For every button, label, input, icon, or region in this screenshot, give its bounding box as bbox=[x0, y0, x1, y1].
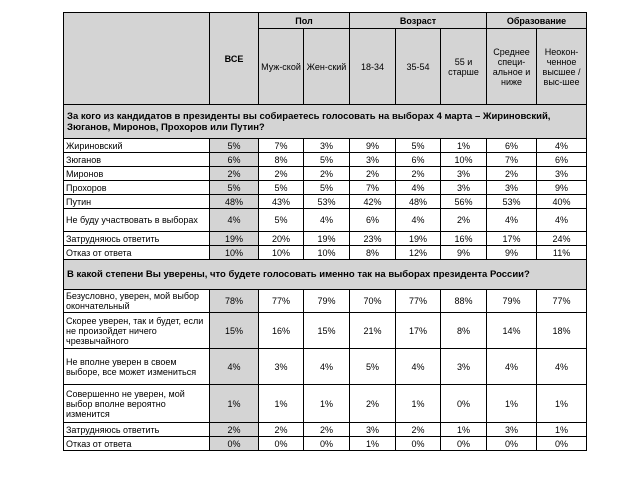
value-cell: 77% bbox=[537, 290, 587, 313]
value-cell: 1% bbox=[304, 385, 350, 423]
value-cell: 14% bbox=[487, 313, 537, 349]
table-row bbox=[64, 139, 587, 153]
value-cell: 4% bbox=[304, 209, 350, 232]
value-cell: 43% bbox=[259, 195, 304, 209]
col-edu-higher-header: Неокон-ченное высшее / выс-шее bbox=[537, 29, 587, 105]
row-label: Отказ от ответа bbox=[64, 246, 210, 260]
value-cell: 7% bbox=[487, 153, 537, 167]
row-label: Жириновский bbox=[64, 139, 210, 153]
row-label: Путин bbox=[64, 195, 210, 209]
value-cell: 1% bbox=[259, 385, 304, 423]
value-cell: 16% bbox=[441, 232, 487, 246]
group-education-header: Образование bbox=[487, 13, 587, 29]
row-label: Скорее уверен, так и будет, если не произойдет ничего чрезвычайного bbox=[64, 313, 210, 349]
value-cell: 6% bbox=[537, 153, 587, 167]
value-cell: 20% bbox=[259, 232, 304, 246]
value-cell: 5% bbox=[304, 181, 350, 195]
total-cell: 6% bbox=[210, 153, 259, 167]
survey-table-container bbox=[63, 12, 586, 451]
value-cell: 2% bbox=[350, 385, 396, 423]
value-cell: 4% bbox=[537, 209, 587, 232]
value-cell: 2% bbox=[304, 423, 350, 437]
value-cell: 17% bbox=[487, 232, 537, 246]
value-cell: 1% bbox=[350, 437, 396, 451]
header-group-row bbox=[64, 13, 587, 29]
value-cell: 79% bbox=[304, 290, 350, 313]
table-row bbox=[64, 232, 587, 246]
table-row bbox=[64, 167, 587, 181]
row-label: Совершенно не уверен, мой выбор вполне вероятно изменится bbox=[64, 385, 210, 423]
value-cell: 19% bbox=[304, 232, 350, 246]
value-cell: 2% bbox=[441, 209, 487, 232]
group-sex-header: Пол bbox=[259, 13, 350, 29]
row-label: Не вполне уверен в своем выборе, все может измениться bbox=[64, 349, 210, 385]
value-cell: 2% bbox=[304, 167, 350, 181]
value-cell: 3% bbox=[441, 181, 487, 195]
col-male-header: Муж-ской bbox=[259, 29, 304, 105]
value-cell: 5% bbox=[259, 209, 304, 232]
value-cell: 7% bbox=[350, 181, 396, 195]
total-cell: 4% bbox=[210, 349, 259, 385]
value-cell: 3% bbox=[350, 153, 396, 167]
row-label: Миронов bbox=[64, 167, 210, 181]
value-cell: 56% bbox=[441, 195, 487, 209]
table-row bbox=[64, 153, 587, 167]
value-cell: 3% bbox=[259, 349, 304, 385]
value-cell: 8% bbox=[350, 246, 396, 260]
value-cell: 2% bbox=[487, 167, 537, 181]
value-cell: 4% bbox=[537, 349, 587, 385]
value-cell: 0% bbox=[441, 385, 487, 423]
total-cell: 78% bbox=[210, 290, 259, 313]
value-cell: 24% bbox=[537, 232, 587, 246]
group-age-header: Возраст bbox=[350, 13, 487, 29]
table-row bbox=[64, 195, 587, 209]
value-cell: 3% bbox=[441, 167, 487, 181]
table-row bbox=[64, 423, 587, 437]
total-cell: 0% bbox=[210, 437, 259, 451]
value-cell: 0% bbox=[304, 437, 350, 451]
value-cell: 18% bbox=[537, 313, 587, 349]
value-cell: 70% bbox=[350, 290, 396, 313]
value-cell: 17% bbox=[396, 313, 441, 349]
table-row bbox=[64, 313, 587, 349]
value-cell: 5% bbox=[259, 181, 304, 195]
question-text: В какой степени Вы уверены, что будете голосовать именно так на выборах президента России? bbox=[64, 260, 587, 290]
value-cell: 8% bbox=[259, 153, 304, 167]
total-cell: 1% bbox=[210, 385, 259, 423]
value-cell: 1% bbox=[441, 423, 487, 437]
value-cell: 3% bbox=[441, 349, 487, 385]
row-label: Не буду участвовать в выборах bbox=[64, 209, 210, 232]
value-cell: 3% bbox=[537, 167, 587, 181]
value-cell: 8% bbox=[441, 313, 487, 349]
value-cell: 5% bbox=[304, 153, 350, 167]
value-cell: 2% bbox=[396, 167, 441, 181]
row-label: Отказ от ответа bbox=[64, 437, 210, 451]
value-cell: 9% bbox=[487, 246, 537, 260]
value-cell: 0% bbox=[537, 437, 587, 451]
table-row bbox=[64, 290, 587, 313]
value-cell: 11% bbox=[537, 246, 587, 260]
value-cell: 9% bbox=[441, 246, 487, 260]
value-cell: 77% bbox=[396, 290, 441, 313]
total-cell: 19% bbox=[210, 232, 259, 246]
table-row bbox=[64, 385, 587, 423]
total-cell: 5% bbox=[210, 139, 259, 153]
question-row bbox=[64, 105, 587, 139]
value-cell: 2% bbox=[350, 167, 396, 181]
value-cell: 0% bbox=[487, 437, 537, 451]
question-text: За кого из кандидатов в президенты вы собираетесь голосовать на выборах 4 марта – Жириновский, Зюганов, Миронов, Прохоров или Путин? bbox=[64, 105, 587, 139]
value-cell: 15% bbox=[304, 313, 350, 349]
value-cell: 4% bbox=[396, 349, 441, 385]
value-cell: 6% bbox=[350, 209, 396, 232]
col-edu-secondary-header: Среднее специ-альное и ниже bbox=[487, 29, 537, 105]
value-cell: 3% bbox=[304, 139, 350, 153]
value-cell: 77% bbox=[259, 290, 304, 313]
value-cell: 10% bbox=[304, 246, 350, 260]
header-corner bbox=[64, 13, 210, 105]
col-age-55-header: 55 и старше bbox=[441, 29, 487, 105]
total-cell: 48% bbox=[210, 195, 259, 209]
question-row bbox=[64, 260, 587, 290]
total-cell: 5% bbox=[210, 181, 259, 195]
table-row bbox=[64, 437, 587, 451]
value-cell: 5% bbox=[350, 349, 396, 385]
value-cell: 10% bbox=[441, 153, 487, 167]
table-row bbox=[64, 246, 587, 260]
value-cell: 1% bbox=[537, 423, 587, 437]
value-cell: 7% bbox=[259, 139, 304, 153]
value-cell: 16% bbox=[259, 313, 304, 349]
value-cell: 9% bbox=[537, 181, 587, 195]
col-female-header: Жен-ский bbox=[304, 29, 350, 105]
value-cell: 4% bbox=[396, 209, 441, 232]
survey-table bbox=[63, 12, 587, 451]
value-cell: 4% bbox=[487, 209, 537, 232]
total-cell: 10% bbox=[210, 246, 259, 260]
value-cell: 23% bbox=[350, 232, 396, 246]
total-cell: 15% bbox=[210, 313, 259, 349]
value-cell: 1% bbox=[487, 385, 537, 423]
value-cell: 0% bbox=[259, 437, 304, 451]
value-cell: 2% bbox=[259, 167, 304, 181]
row-label: Безусловно, уверен, мой выбор окончательный bbox=[64, 290, 210, 313]
table-row bbox=[64, 181, 587, 195]
value-cell: 4% bbox=[396, 181, 441, 195]
value-cell: 88% bbox=[441, 290, 487, 313]
value-cell: 53% bbox=[487, 195, 537, 209]
value-cell: 9% bbox=[350, 139, 396, 153]
value-cell: 21% bbox=[350, 313, 396, 349]
value-cell: 10% bbox=[259, 246, 304, 260]
row-label: Прохоров bbox=[64, 181, 210, 195]
row-label: Зюганов bbox=[64, 153, 210, 167]
total-cell: 2% bbox=[210, 423, 259, 437]
value-cell: 0% bbox=[396, 437, 441, 451]
survey-body bbox=[64, 105, 587, 451]
value-cell: 2% bbox=[396, 423, 441, 437]
value-cell: 1% bbox=[537, 385, 587, 423]
value-cell: 5% bbox=[396, 139, 441, 153]
value-cell: 4% bbox=[537, 139, 587, 153]
col-all-header: ВСЕ bbox=[210, 13, 259, 105]
table-row bbox=[64, 349, 587, 385]
value-cell: 1% bbox=[441, 139, 487, 153]
row-label: Затрудняюсь ответить bbox=[64, 232, 210, 246]
value-cell: 0% bbox=[441, 437, 487, 451]
total-cell: 2% bbox=[210, 167, 259, 181]
value-cell: 6% bbox=[396, 153, 441, 167]
value-cell: 12% bbox=[396, 246, 441, 260]
value-cell: 42% bbox=[350, 195, 396, 209]
value-cell: 79% bbox=[487, 290, 537, 313]
value-cell: 40% bbox=[537, 195, 587, 209]
value-cell: 53% bbox=[304, 195, 350, 209]
value-cell: 1% bbox=[396, 385, 441, 423]
col-age-18-34-header: 18-34 bbox=[350, 29, 396, 105]
value-cell: 3% bbox=[487, 423, 537, 437]
value-cell: 4% bbox=[304, 349, 350, 385]
value-cell: 19% bbox=[396, 232, 441, 246]
total-cell: 4% bbox=[210, 209, 259, 232]
row-label: Затрудняюсь ответить bbox=[64, 423, 210, 437]
col-age-35-54-header: 35-54 bbox=[396, 29, 441, 105]
value-cell: 3% bbox=[350, 423, 396, 437]
value-cell: 4% bbox=[487, 349, 537, 385]
value-cell: 48% bbox=[396, 195, 441, 209]
value-cell: 2% bbox=[259, 423, 304, 437]
value-cell: 3% bbox=[487, 181, 537, 195]
value-cell: 6% bbox=[487, 139, 537, 153]
table-row bbox=[64, 209, 587, 232]
